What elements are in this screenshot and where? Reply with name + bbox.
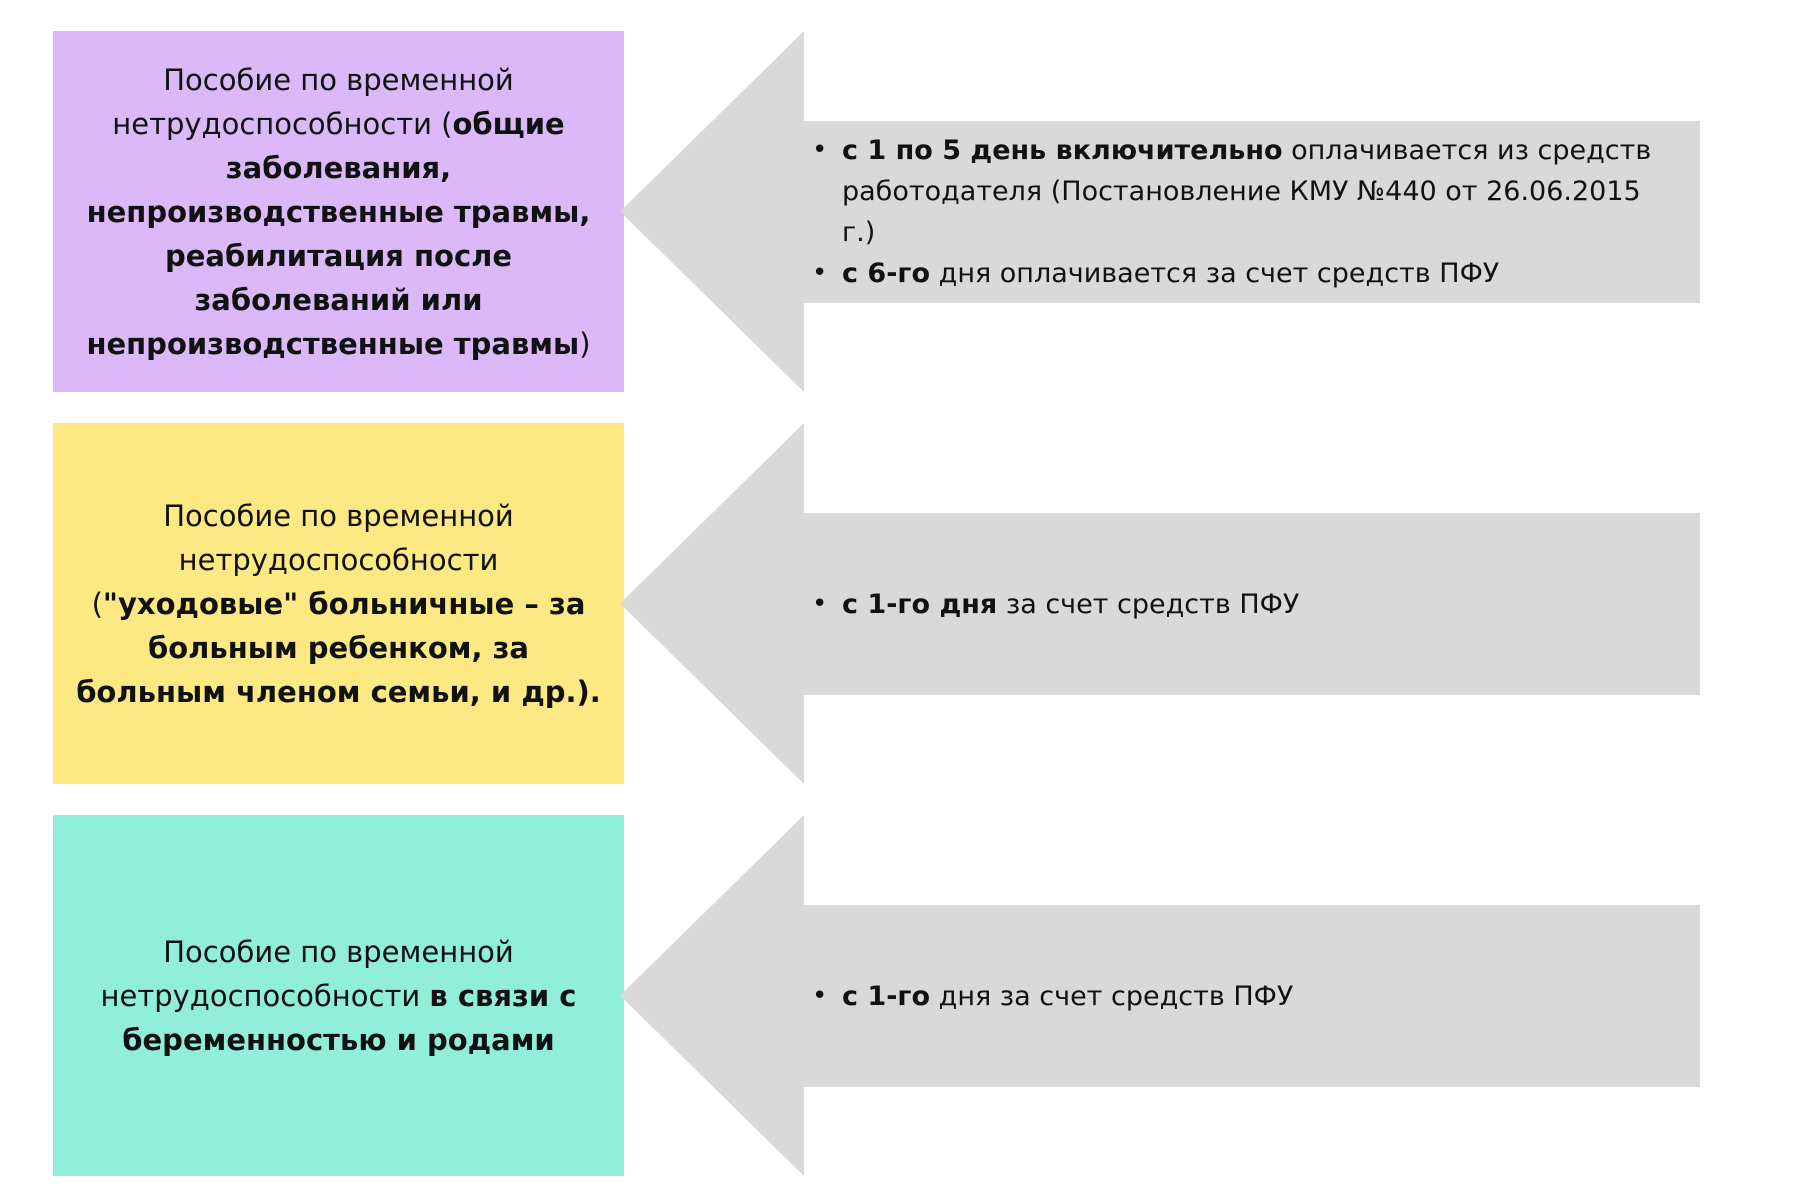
bullet-icon: • [812,258,828,288]
payment-rules-list-3 [804,976,1293,1017]
rule-bold: с 1-го дня [842,588,998,620]
bullet-icon: • [812,588,828,619]
rule-bold: с 1-го [842,980,931,1012]
category-text-bold: в связи с беременностью и родами [122,978,577,1057]
payment-rules-list-2 [804,584,1299,625]
arrow-content-1 [804,121,1674,303]
category-text-bold: общие заболевания, непроизводственные травмы, реабилитация после заболеваний или непроизводственные травмы [86,106,591,361]
rule-text: дня за счет средств ПФУ [930,980,1294,1012]
list-item [804,253,1664,294]
bullet-icon: • [812,980,828,1011]
category-text-normal: Пособие по временной нетрудоспособности ( [91,498,514,621]
list-item [804,130,1664,253]
rule-text: дня оплачивается за счет средств ПФУ [930,258,1500,289]
list-item [804,976,1293,1017]
arrow-content-2 [804,513,1674,695]
category-box-care-leave [53,423,624,784]
rule-text: оплачивается из средств работодателя (Постановление КМУ №440 от 26.06.2015 г.) [842,135,1652,248]
category-text-normal-end: ) [579,326,591,361]
rule-text: за счет средств ПФУ [997,588,1300,620]
rule-bold: с 1 по 5 день включительно [842,135,1283,166]
category-box-text [75,494,602,714]
rule-bold: с 6-го [842,258,931,289]
category-box-text [75,58,602,366]
payment-rules-list-1 [804,130,1664,294]
category-box-general-illness [53,31,624,392]
bullet-icon: • [812,135,828,165]
category-text-normal: Пособие по временной нетрудоспособности [100,934,514,1013]
category-text-bold: "уходовые" больничные – за больным ребенком, за больным членом семьи, и др.). [76,586,601,709]
category-box-maternity [53,815,624,1176]
category-text-normal: Пособие по временной нетрудоспособности ( [112,62,514,141]
list-item [804,584,1299,625]
arrow-content-3 [804,905,1674,1087]
category-box-text [75,930,602,1062]
